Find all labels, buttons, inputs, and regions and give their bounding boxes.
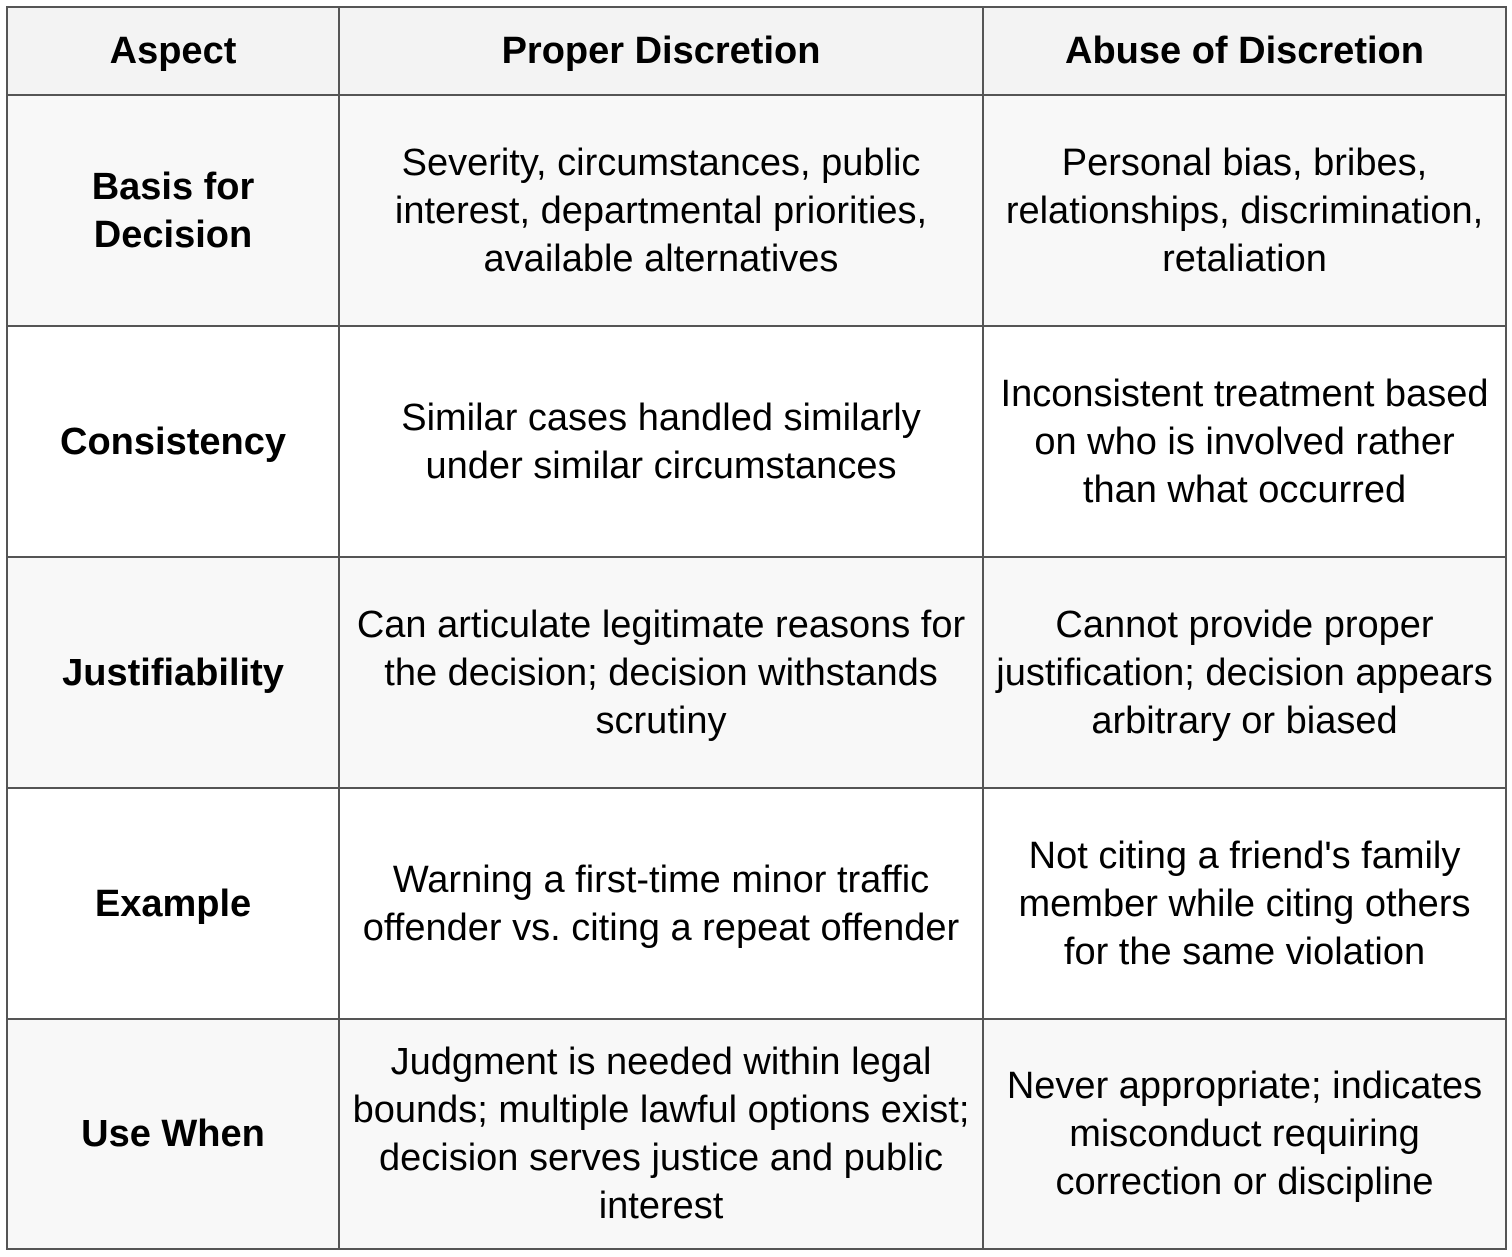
aspect-cell: Use When [7,1019,339,1249]
table-body [7,95,1506,1249]
table-row [7,788,1506,1019]
table-row [7,95,1506,326]
aspect-cell: Justifiability [7,557,339,788]
table-row [7,326,1506,557]
abuse-of-discretion-cell: Cannot provide proper justification; decision appears arbitrary or biased [983,557,1506,788]
table-row [7,1019,1506,1249]
proper-discretion-cell: Warning a first-time minor traffic offender vs. citing a repeat offender [339,788,983,1019]
aspect-cell: Basis for Decision [7,95,339,326]
header-abuse-of-discretion: Abuse of Discretion [983,7,1506,95]
aspect-cell: Consistency [7,326,339,557]
header-row [7,7,1506,95]
proper-discretion-cell: Severity, circumstances, public interest, departmental priorities, available alternatives [339,95,983,326]
proper-discretion-cell: Similar cases handled similarly under similar circumstances [339,326,983,557]
aspect-cell: Example [7,788,339,1019]
header-proper-discretion: Proper Discretion [339,7,983,95]
abuse-of-discretion-cell: Never appropriate; indicates misconduct requiring correction or discipline [983,1019,1506,1249]
table-row [7,557,1506,788]
abuse-of-discretion-cell: Personal bias, bribes, relationships, discrimination, retaliation [983,95,1506,326]
proper-discretion-cell: Judgment is needed within legal bounds; multiple lawful options exist; decision serves justice and public interest [339,1019,983,1249]
header-aspect: Aspect [7,7,339,95]
table-header [7,7,1506,95]
proper-discretion-cell: Can articulate legitimate reasons for the decision; decision withstands scrutiny [339,557,983,788]
abuse-of-discretion-cell: Inconsistent treatment based on who is involved rather than what occurred [983,326,1506,557]
abuse-of-discretion-cell: Not citing a friend's family member while citing others for the same violation [983,788,1506,1019]
discretion-comparison-table [6,6,1507,1250]
